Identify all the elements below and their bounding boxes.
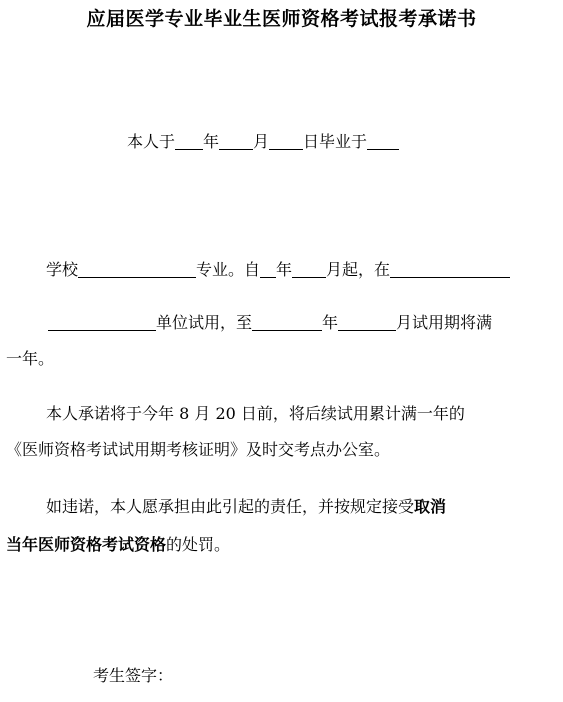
graduation-month-blank[interactable] bbox=[219, 133, 253, 150]
graduation-text-4: 日毕业于 bbox=[303, 132, 368, 151]
trial-start-year-blank[interactable] bbox=[260, 261, 276, 278]
document-title: 应届医学专业毕业生医师资格考试报考承诺书 bbox=[86, 8, 477, 30]
trial-end-year-blank[interactable] bbox=[252, 314, 322, 331]
paragraph-line: 一年。 bbox=[6, 349, 55, 368]
penalty-line-2 bbox=[6, 534, 230, 556]
trial-start-year-text: 年 bbox=[276, 260, 293, 279]
trial-end-year-text: 年 bbox=[322, 313, 339, 332]
trial-unit-blank[interactable] bbox=[390, 261, 510, 278]
penalty-text: 如违诺，本人愿承担由此引起的责任，并按规定接受 bbox=[46, 497, 415, 516]
school-major-line bbox=[46, 259, 510, 281]
trial-unit-blank-2[interactable] bbox=[48, 314, 156, 331]
commitment-line-2: 《医师资格考试试用期考核证明》及时交考点办公室。 bbox=[6, 440, 391, 459]
graduation-text-3: 月 bbox=[253, 132, 270, 151]
graduation-line bbox=[127, 131, 399, 153]
trial-end-month-blank[interactable] bbox=[338, 314, 396, 331]
penalty-line-1 bbox=[46, 496, 446, 518]
trial-unit-text: 单位试用，至 bbox=[156, 313, 253, 332]
major-text: 专业。自 bbox=[196, 260, 261, 279]
graduation-day-blank[interactable] bbox=[269, 133, 303, 150]
graduation-text-2: 年 bbox=[203, 132, 220, 151]
graduation-school-blank[interactable] bbox=[367, 133, 399, 150]
trial-period-line bbox=[48, 312, 492, 334]
trial-start-month-text: 月起，在 bbox=[326, 260, 391, 279]
commitment-line-1: 本人承诺将于今年 8 月 20 日前，将后续试用累计满一年的 bbox=[46, 404, 465, 423]
penalty-bold-text: 取消 bbox=[414, 497, 447, 516]
school-blank[interactable] bbox=[78, 261, 196, 278]
signature-label: 考生签字： bbox=[93, 666, 174, 685]
graduation-year-blank[interactable] bbox=[175, 133, 203, 150]
school-label: 学校 bbox=[46, 260, 79, 279]
trial-end-month-text: 月试用期将满 bbox=[396, 313, 493, 332]
trial-start-month-blank[interactable] bbox=[292, 261, 326, 278]
penalty-end-text: 的处罚。 bbox=[166, 535, 231, 554]
graduation-text-1: 本人于 bbox=[127, 132, 176, 151]
penalty-bold-text-2: 当年医师资格考试资格 bbox=[6, 535, 167, 554]
